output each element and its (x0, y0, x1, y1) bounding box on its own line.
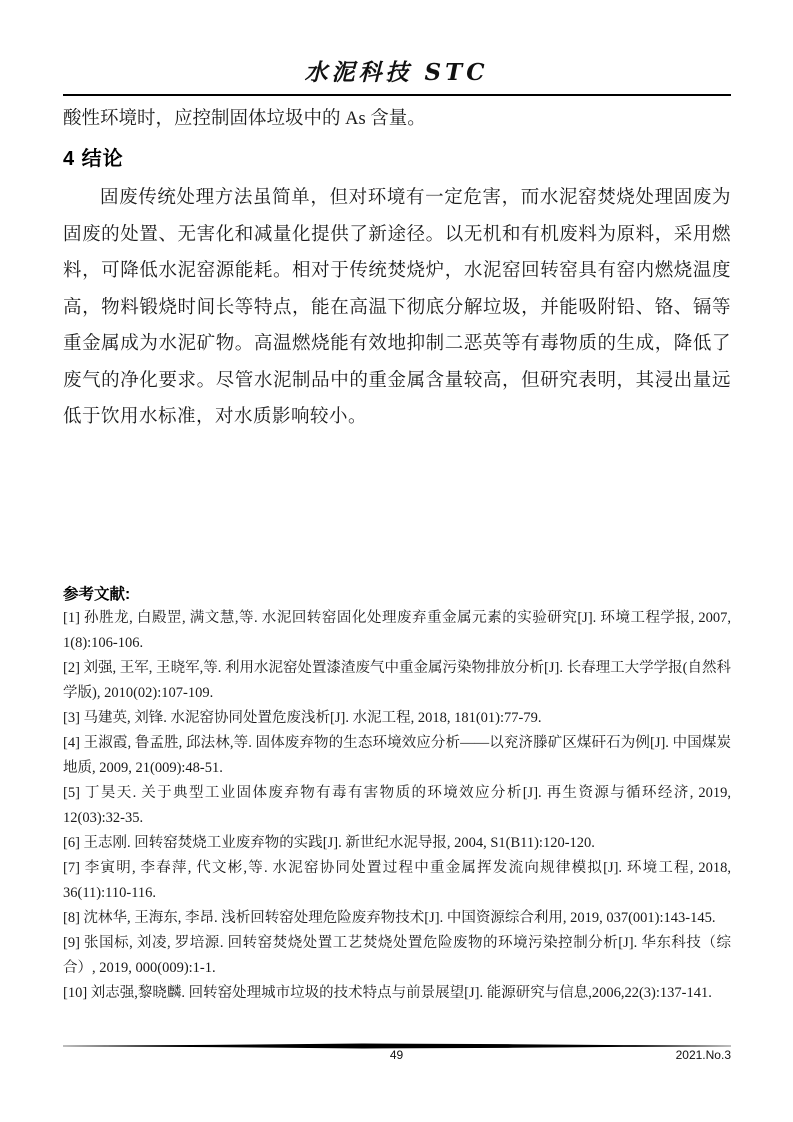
reference-item: [5] 丁昊天. 关于典型工业固体废弃物有毒有害物质的环境效应分析[J]. 再生资源与循环经济, 2019, 12(03):32-35. (63, 785, 731, 826)
header-divider (63, 94, 731, 96)
references-heading: 参考文献: (63, 586, 131, 603)
issue-label: 2021.No.3 (675, 1048, 731, 1062)
reference-item: [1] 孙胜龙, 白殿罡, 满文慧,等. 水泥回转窑固化处理废弃重金属元素的实验研究[J]. 环境工程学报, 2007, 1(8):106-106. (63, 610, 731, 651)
reference-item: [8] 沈林华, 王海东, 李昂. 浅析回转窑处理危险废弃物技术[J]. 中国资源综合利用, 2019, 037(001):143-145. (63, 910, 716, 926)
journal-header-title: 水泥科技 STC (304, 59, 489, 86)
reference-item: [10] 刘志强,黎晓麟. 回转窑处理城市垃圾的技术特点与前景展望[J]. 能源研究与信息,2006,22(3):137-141. (63, 985, 712, 1001)
section-heading-conclusion: 4 结论 (63, 148, 124, 170)
page-number: 49 (389, 1048, 404, 1062)
leading-paragraph: 酸性环境时，应控制固体垃圾中的 As 含量。 (63, 109, 426, 129)
reference-item: [9] 张国标, 刘凌, 罗培源. 回转窑焚烧处置工艺焚烧处置危险废物的环境污染控制分析[J]. 华东科技（综合）, 2019, 000(009):1-1. (63, 935, 731, 976)
conclusion-paragraph: 固废传统处理方法虽简单，但对环境有一定危害，而水泥窑焚烧处理固废为固废的处置、无害化和减量化提供了新途径。以无机和有机废料为原料，采用燃料，可降低水泥窑源能耗。相对于传统焚烧炉，水泥窑回转窑具有窑内燃烧温度高，物料锻烧时间长等特点，能在高温下彻底分解垃圾，并能吸附铅、铬、镉等重金属成为水泥矿物。高温燃烧能有效地抑制二恶英等有毒物质的生成，降低了废气的净化要求。尽管水泥制品中的重金属含量较高，但研究表明，其浸出量远低于饮用水标准，对水质影响较小。 (63, 188, 731, 427)
reference-item: [3] 马建英, 刘锋. 水泥窑协同处置危废浅析[J]. 水泥工程, 2018, 181(01):77-79. (63, 710, 542, 726)
reference-item: [6] 王志刚. 回转窑焚烧工业废弃物的实践[J]. 新世纪水泥导报, 2004, S1(B11):120-120. (63, 835, 595, 851)
reference-item: [4] 王淑霞, 鲁孟胜, 邱法林,等. 固体废弃物的生态环境效应分析——以兖济滕矿区煤矸石为例[J]. 中国煤炭地质, 2009, 21(009):48-51. (63, 735, 731, 776)
references-list (63, 606, 731, 1006)
reference-item: [7] 李寅明, 李春萍, 代文彬,等. 水泥窑协同处置过程中重金属挥发流向规律模拟[J]. 环境工程, 2018, 36(11):110-116. (63, 860, 731, 901)
reference-item: [2] 刘强, 王军, 王晓军,等. 利用水泥窑处置漆渣废气中重金属污染物排放分析[J]. 长春理工大学学报(自然科学版), 2010(02):107-109. (63, 660, 731, 701)
